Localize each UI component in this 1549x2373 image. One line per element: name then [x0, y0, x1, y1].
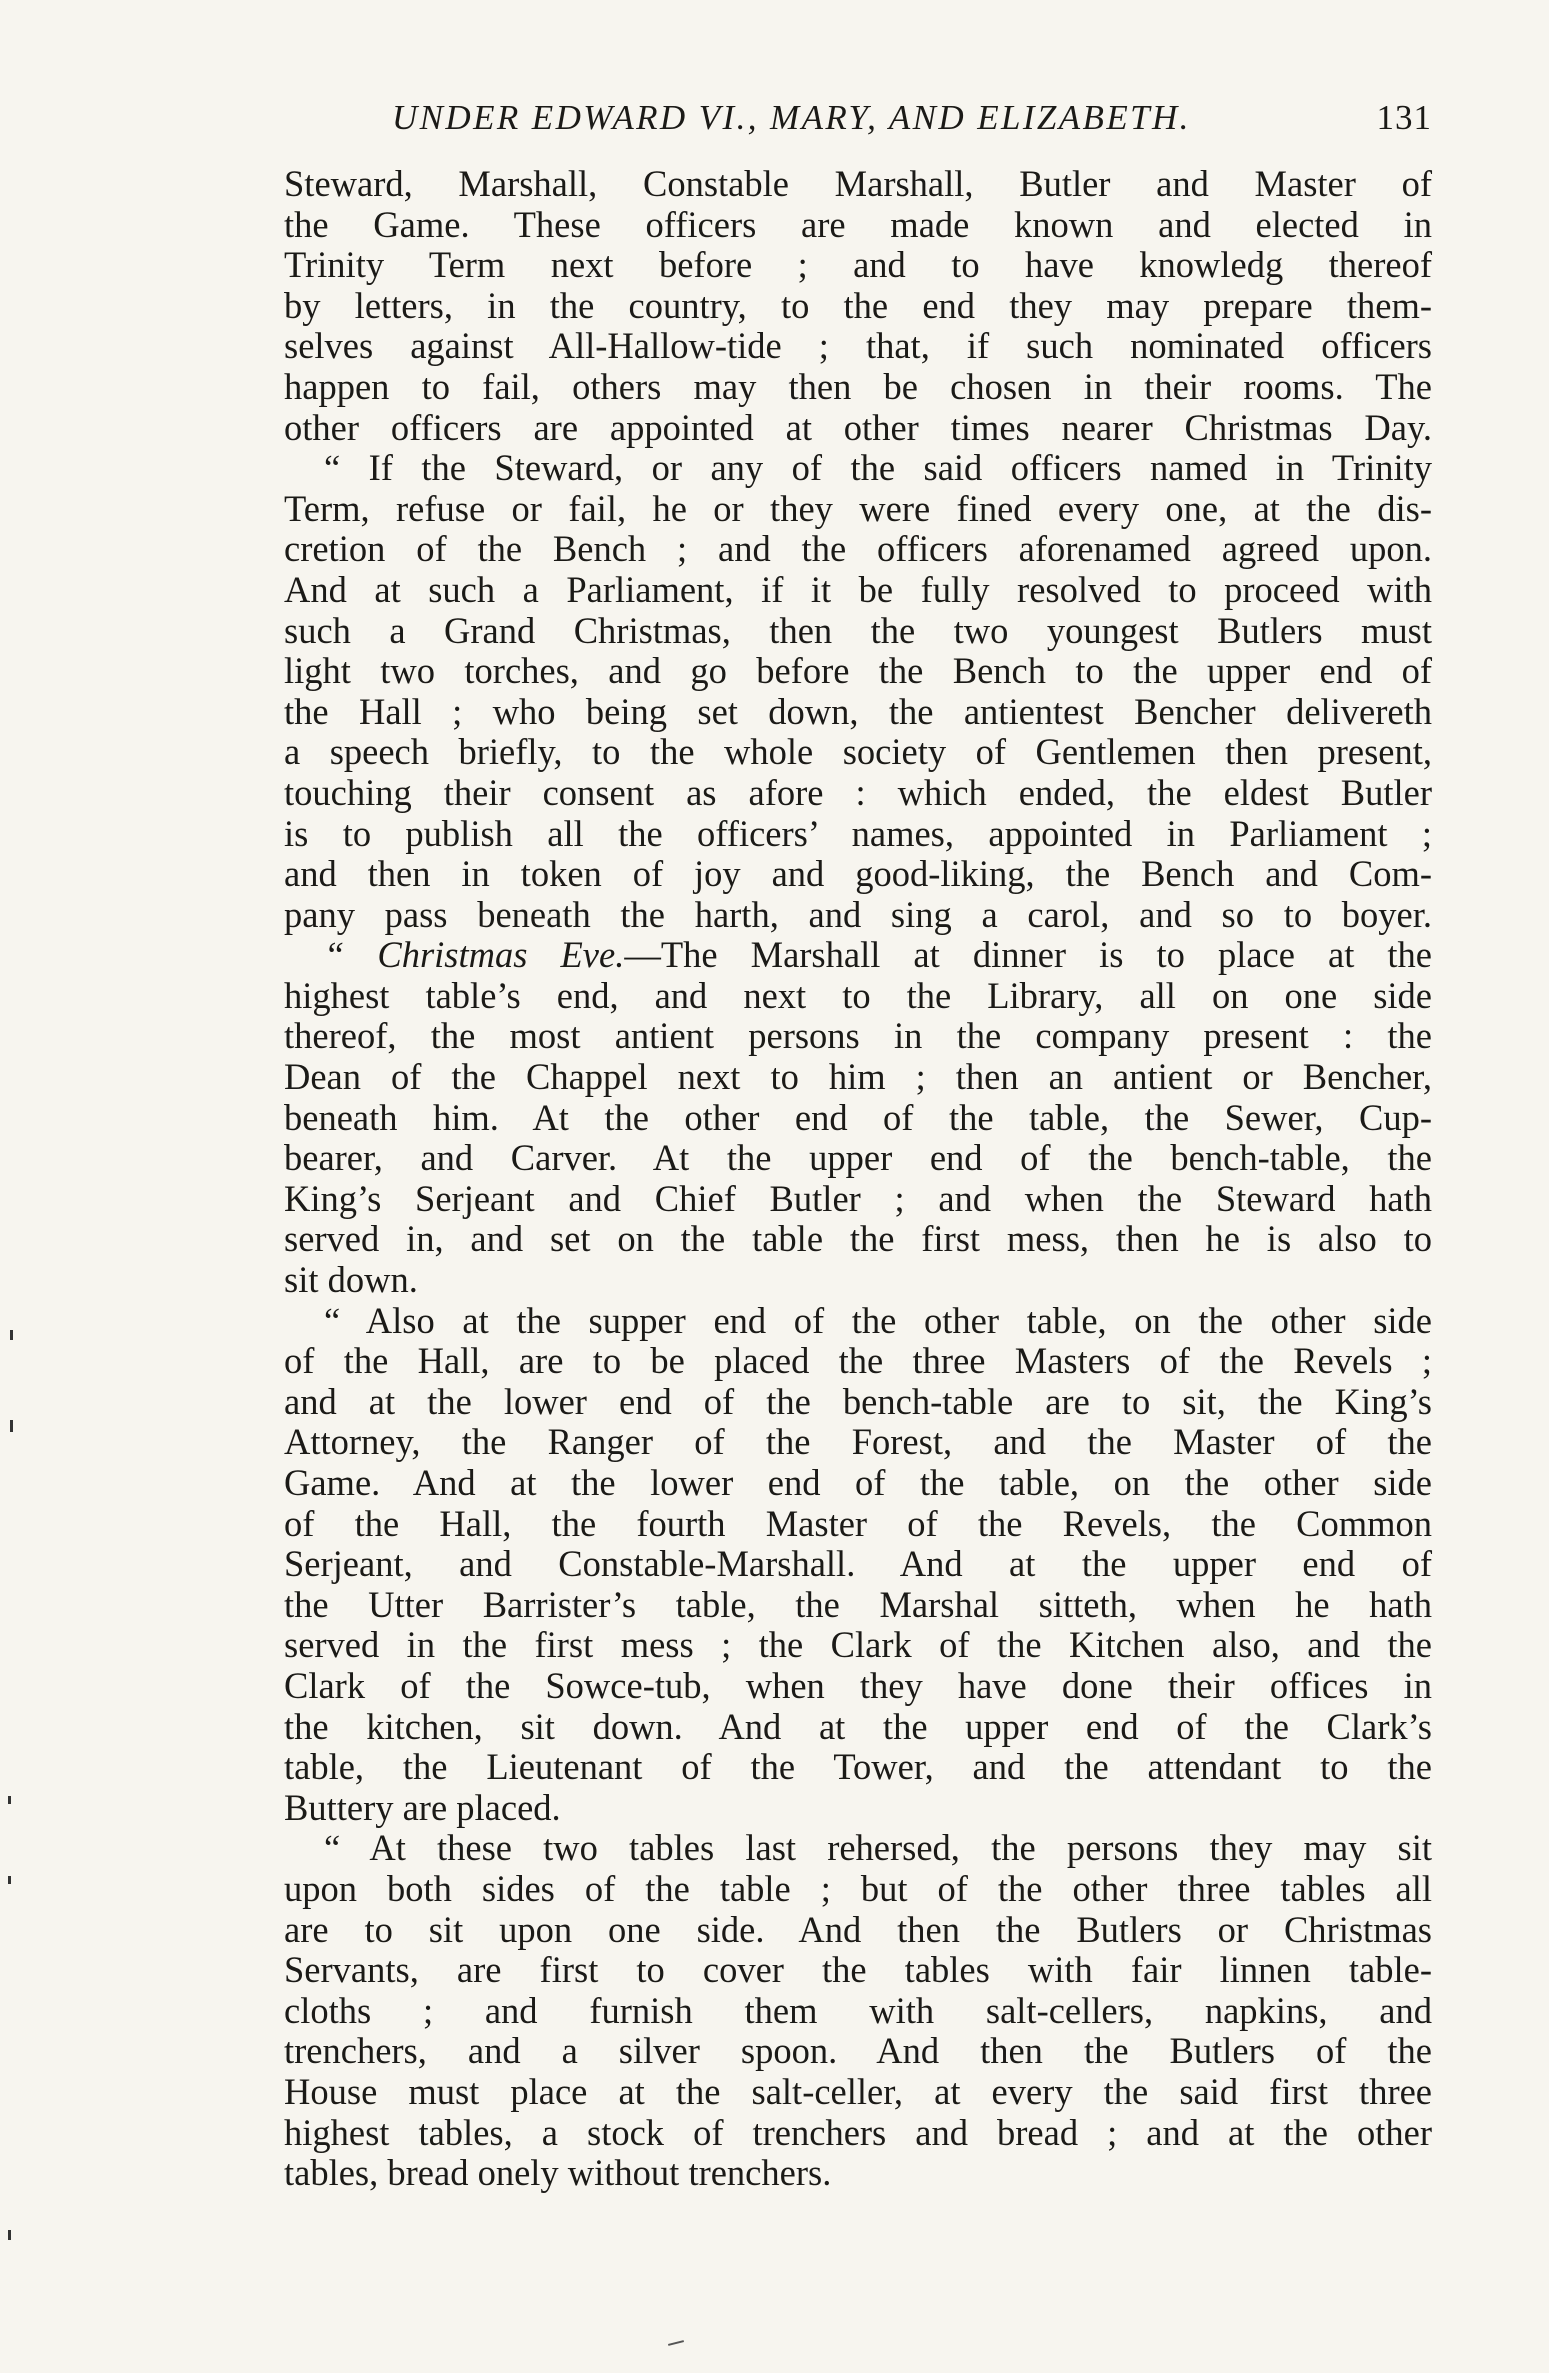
text-line: Game. And at the lower end of the table, on the other side [284, 1462, 1432, 1503]
text-line: And at such a Parliament, if it be fully resolved to proceed with [284, 568, 1432, 610]
paragraph-end-line: tables, bread onely without trenchers. [284, 2152, 832, 2194]
foot-mark [668, 2340, 684, 2346]
text-line: Steward, Marshall, Constable Marshall, Butler and Master of [284, 163, 1432, 204]
text-line: is to publish all the officers’ names, appointed in Parliament ; [284, 812, 1432, 854]
text-line: the Utter Barrister’s table, the Marshal sitteth, when he hath [284, 1583, 1432, 1625]
text-line: other officers are appointed at other times nearer Christmas Day. [284, 406, 1432, 448]
margin-mark [10, 1330, 13, 1340]
text-line: upon both sides of the table ; but of the other three tables all [284, 1867, 1432, 1909]
line-text: —The Marshall at dinner is to place at the [624, 934, 1432, 976]
text-line: King’s Serjeant and Chief Butler ; and when the Steward hath [284, 1177, 1432, 1219]
text-line: the Hall ; who being set down, the antientest Bencher delivereth [284, 690, 1432, 732]
text-line: selves against All-Hallow-tide ; that, if such nominated officers [284, 325, 1432, 367]
text-line: a speech briefly, to the whole society of Gentlemen then present, [284, 731, 1432, 773]
text-line: table, the Lieutenant of the Tower, and the attendant to the [284, 1746, 1432, 1788]
text-line: served in the first mess ; the Clark of the Kitchen also, and the [284, 1624, 1432, 1666]
text-line: Attorney, the Ranger of the Forest, and the Master of the [284, 1421, 1432, 1463]
text-line: Clark of the Sowce-tub, when they have done their offices in [284, 1664, 1432, 1706]
text-line: by letters, in the country, to the end they may prepare them- [284, 284, 1432, 326]
text-line: and then in token of joy and good-liking, the Bench and Com- [284, 853, 1432, 895]
margin-mark [8, 1876, 11, 1884]
text-line: cretion of the Bench ; and the officers aforenamed agreed upon. [284, 528, 1432, 570]
text-line: light two torches, and go before the Bench to the upper end of [284, 650, 1432, 692]
paragraph-start-line: “ At these two tables last rehersed, the persons they may sit [324, 1827, 1432, 1869]
running-title: UNDER EDWARD VI., MARY, AND ELIZABETH. [392, 98, 1191, 137]
text-line: of the Hall, are to be placed the three Masters of the Revels ; [284, 1340, 1432, 1382]
text-line: Dean of the Chappel next to him ; then an antient or Bencher, [284, 1056, 1432, 1098]
margin-mark [8, 1796, 11, 1804]
text-line: bearer, and Carver. At the upper end of the bench-table, the [284, 1137, 1432, 1179]
paragraph-start-line: “ If the Steward, or any of the said officers named in Trinity [324, 447, 1432, 489]
margin-mark [8, 2230, 11, 2240]
text-line: touching their consent as afore : which ended, the eldest Butler [284, 771, 1432, 813]
paragraph-end-line: sit down. [284, 1259, 418, 1301]
text-line: trenchers, and a silver spoon. And then the Butlers of the [284, 2030, 1432, 2072]
text-line: Term, refuse or fail, he or they were fined every one, at the dis- [284, 487, 1432, 529]
body-text [284, 164, 1432, 2194]
text-line: the kitchen, sit down. And at the upper end of the Clark’s [284, 1705, 1432, 1747]
text-line: highest tables, a stock of trenchers and bread ; and at the other [284, 2111, 1432, 2153]
italic-lead: “ Christmas Eve. [324, 934, 625, 976]
text-line: and at the lower end of the bench-table are to sit, the King’s [284, 1380, 1432, 1422]
text-line: served in, and set on the table the first mess, then he is also to [284, 1218, 1432, 1260]
running-head [392, 88, 1432, 148]
text-line: happen to fail, others may then be chosen in their rooms. The [284, 365, 1432, 407]
text-line: pany pass beneath the harth, and sing a carol, and so to boyer. [284, 893, 1432, 935]
text-line: such a Grand Christmas, then the two youngest Butlers must [284, 609, 1432, 651]
text-line: beneath him. At the other end of the table, the Sewer, Cup- [284, 1096, 1432, 1138]
text-line: are to sit upon one side. And then the Butlers or Christmas [284, 1908, 1432, 1950]
text-line: the Game. These officers are made known and elected in [284, 203, 1432, 245]
margin-mark [10, 1420, 13, 1432]
text-line: cloths ; and furnish them with salt-cellers, napkins, and [284, 1989, 1432, 2031]
paragraph-start-line [284, 935, 1432, 976]
paragraph-start-line: “ Also at the supper end of the other table, on the other side [324, 1299, 1432, 1341]
page-number: 131 [1376, 98, 1432, 137]
text-line: thereof, the most antient persons in the company present : the [284, 1015, 1432, 1057]
text-line: Servants, are first to cover the tables with fair linnen table- [284, 1949, 1432, 1991]
text-line: of the Hall, the fourth Master of the Revels, the Common [284, 1502, 1432, 1544]
text-line: Trinity Term next before ; and to have knowledg thereof [284, 244, 1432, 286]
text-line: highest table’s end, and next to the Library, all on one side [284, 974, 1432, 1016]
paragraph-end-line: Buttery are placed. [284, 1786, 561, 1828]
text-line: House must place at the salt-celler, at every the said first three [284, 2070, 1432, 2112]
text-line: Serjeant, and Constable-Marshall. And at the upper end of [284, 1543, 1432, 1585]
